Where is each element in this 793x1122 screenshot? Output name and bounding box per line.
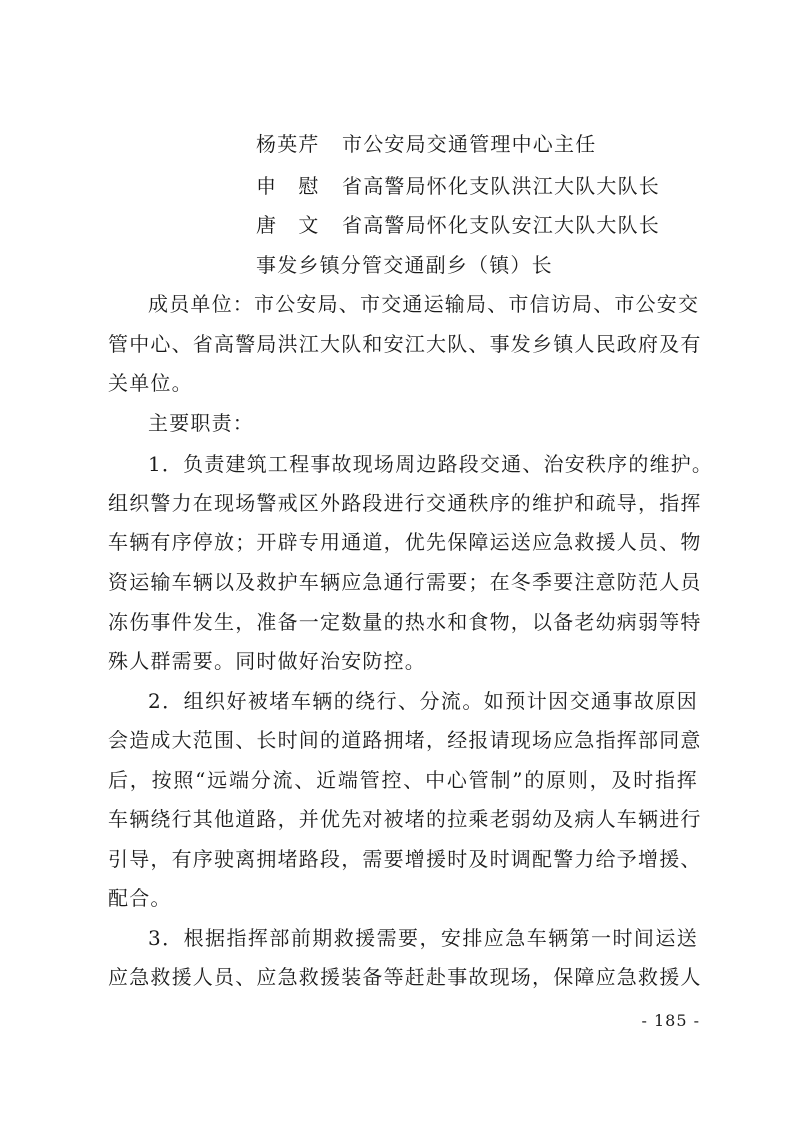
duty1-line: 1．负责建筑工程事故现场周边路段交通、治安秩序的维护。	[148, 452, 714, 476]
duties-heading: 主要职责：	[148, 411, 254, 435]
duty1-line: 资运输车辆以及救护车辆应急通行需要；在冬季要注意防范人员	[108, 570, 702, 594]
duty2-line: 后，按照“远端分流、近端管控、中心管制”的原则，及时指挥	[108, 768, 698, 792]
duty2-line: 会造成大范围、长时间的道路拥堵，经报请现场应急指挥部同意	[108, 728, 702, 752]
member-name: 申 慰	[256, 174, 320, 198]
member-title: 省高警局怀化支队安江大队大队长	[342, 213, 660, 237]
member-extra: 事发乡镇分管交通副乡（镇）长	[256, 253, 553, 277]
duty3-line: 3．根据指挥部前期救援需要，安排应急车辆第一时间运送	[148, 926, 698, 950]
duty2-line: 配合。	[108, 886, 172, 910]
duty1-line: 冻伤事件发生，准备一定数量的热水和食物，以备老幼病弱等特	[108, 610, 702, 634]
duty2-line: 车辆绕行其他道路，并优先对被堵的拉乘老弱幼及病人车辆进行	[108, 807, 702, 831]
page-number: - 185 -	[641, 1011, 700, 1030]
member-name: 唐 文	[256, 213, 320, 237]
duty2-line: 引导，有序驶离拥堵路段，需要增援时及时调配警力给予增援、	[108, 847, 702, 871]
member-row	[256, 131, 596, 157]
member-row	[256, 212, 660, 238]
member-title: 省高警局怀化支队洪江大队大队长	[342, 174, 660, 198]
duty3-line: 应急救援人员、应急救援装备等赶赴事故现场，保障应急救援人	[108, 965, 702, 989]
duty1-line: 组织警力在现场警戒区外路段进行交通秩序的维护和疏导，指挥	[108, 491, 702, 515]
duty1-line: 殊人群需要。同时做好治安防控。	[108, 649, 426, 673]
member-name: 杨英芹	[256, 132, 320, 156]
duty2-line: 2．组织好被堵车辆的绕行、分流。如预计因交通事故原因	[148, 689, 698, 713]
member-units-line: 管中心、省高警局洪江大队和安江大队、事发乡镇人民政府及有	[108, 332, 702, 356]
member-units-line: 成员单位：市公安局、市交通运输局、市信访局、市公安交	[148, 292, 700, 316]
member-units-line: 关单位。	[108, 371, 193, 395]
member-row	[256, 173, 660, 199]
member-title: 市公安局交通管理中心主任	[342, 132, 597, 156]
duty1-line: 车辆有序停放；开辟专用通道，优先保障运送应急救援人员、物	[108, 530, 702, 554]
